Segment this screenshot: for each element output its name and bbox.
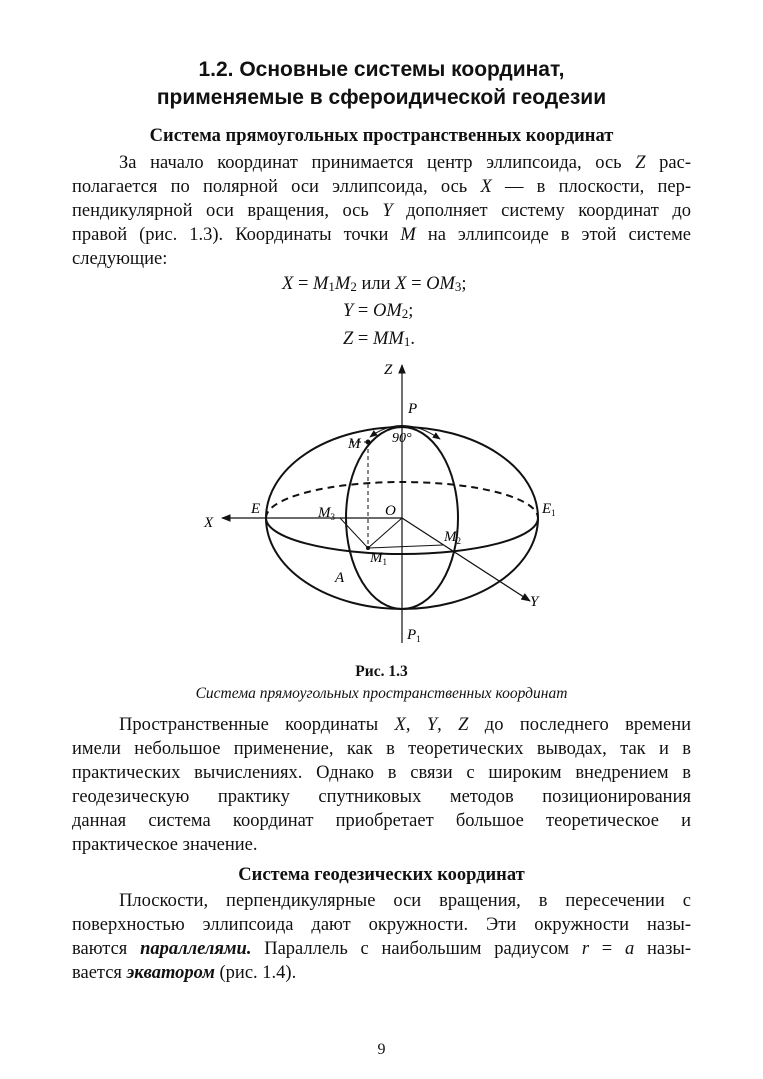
label-p: P [408,401,418,417]
point-m [366,440,371,445]
paragraph-line: вается экватором (рис. 1.4). [72,963,297,983]
formula-z: Z = MM1. [343,329,415,349]
figure-caption-title: Рис. 1.3 [355,663,408,680]
paragraph-line: данная система координат приобретает большое теоретическое и [72,811,691,831]
page-number: 9 [377,1041,386,1058]
section-number: 1.2. [198,58,234,81]
label-m3: $M_3$ [318,505,335,522]
label-90-deg: 90° [392,431,412,446]
paragraph-line: За начало координат принимается центр эллипсоида, ось Z рас- [119,153,691,173]
figure-ellipsoid-diagram [180,355,580,655]
label-e: E [251,501,261,517]
paragraph-line: геодезическую практику спутниковых методов позиционирования [72,787,691,807]
subsection-heading-rectangular: Система прямоугольных пространственных координат [149,126,614,146]
label-x: X [204,515,214,531]
section-title-line1: Основные системы координат, [239,58,565,81]
formula-y: Y = OM2; [343,301,414,321]
label-m: M [348,436,361,452]
figure-caption-text: Система прямоугольных пространственных координат [195,685,568,702]
paragraph-line: полагается по полярной оси эллипсоида, ось X — в плоскости, пер- [72,177,691,197]
paragraph-line: Плоскости, перпендикулярные оси вращения, в пересечении с [119,891,691,911]
subsection-heading-geodetic: Система геодезических координат [238,865,525,885]
label-a: A [335,570,345,586]
paragraph-line: имели небольшое применение, как в теоретических выводах, так и в [72,739,691,759]
y-axis [402,518,530,601]
formula-x: X = M1M2 или X = OM3; [282,274,467,294]
label-o: O [385,503,396,519]
paragraph-line: ваются параллелями. Параллель с наибольшим радиусом r = a назы- [72,939,692,959]
label-m2: $M_2$ [444,529,461,546]
label-y: Y [530,594,539,610]
paragraph-application [72,713,691,857]
label-z: Z [384,362,393,378]
paragraph-line: правой (рис. 1.3). Координаты точки M на эллипсоиде в этой системе [72,225,691,245]
paragraph-line: следующие: [72,249,168,269]
paragraph-parallels [72,889,691,985]
label-p1: $P_1$ [407,627,421,644]
label-m1: $M_1$ [370,550,387,567]
paragraph-intro [72,151,691,271]
paragraph-line: пендикулярной оси вращения, ось Y дополняет систему координат до [72,201,691,221]
section-title-line2: применяемые в сфероидической геодезии [156,86,607,109]
line-m1-m2 [368,545,443,548]
line-m3-m1 [340,518,368,548]
paragraph-line: практическое значение. [72,835,258,855]
line-o-m1 [368,518,402,548]
label-e1: $E_1$ [542,501,556,518]
paragraph-line: практических вычислениях. Однако в связи с широким внедрением в [72,763,691,783]
paragraph-line: поверхностью эллипсоида дают окружности. Эти окружности назы- [72,915,691,935]
section-title [60,56,703,83]
paragraph-line: Пространственные координаты X, Y, Z до последнего времени [119,715,692,735]
